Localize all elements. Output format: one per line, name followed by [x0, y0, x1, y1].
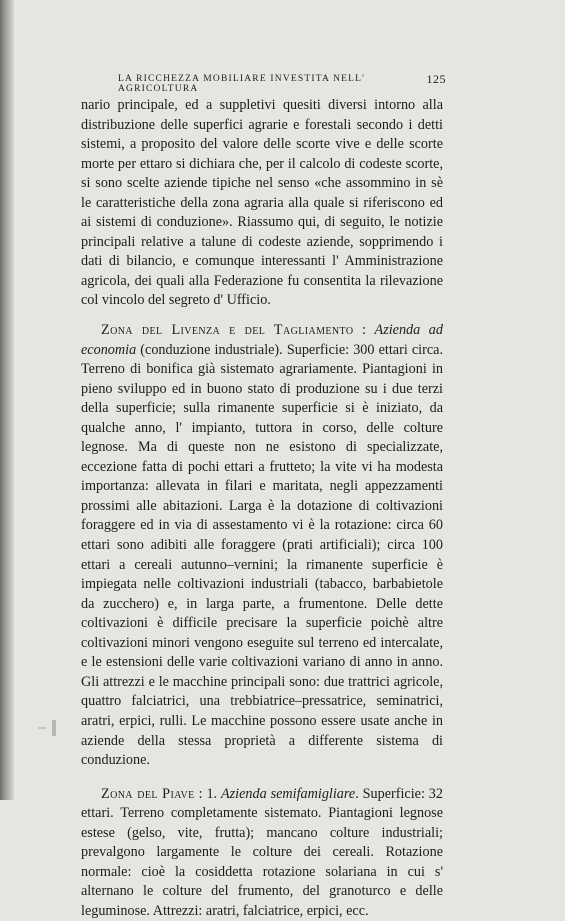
- running-header: [118, 72, 446, 94]
- body-text: [81, 96, 443, 921]
- section-subtitle-piave: Azienda semifamigliare: [220, 785, 356, 802]
- section-number-piave: 1.: [206, 785, 218, 802]
- margin-mark: [52, 720, 56, 736]
- page-binding-edge: [0, 0, 14, 800]
- section-body-piave: . Superficie: 32 ettari. Terreno completamente sistemato. Piantagioni legnose estese (gelso, vite, frutta); mancano colture industriali; prevalgono largamente le colture dei cereali. Rotazione normale: cioè la cosiddetta rotazione solariana in cui s' alternano le colture del frumento, del granoturco e delle leguminose. Attrezzi: aratri, falciatrice, erpici, ecc.: [81, 785, 443, 919]
- section-heading-livenza: Zona del Livenza e del Tagliamento: [101, 322, 354, 339]
- section-subtitle-livenza: Azienda ad economia: [81, 322, 443, 358]
- section-livenza-paragraph: [81, 321, 443, 771]
- page-number: 125: [426, 72, 446, 86]
- intro-paragraph: nario principale, ed a suppletivi quesiti diversi intorno alla distribuzione delle superfici agrarie e forestali secondo i detti sistemi, a proposito del valore delle scorte vive e delle scorte morte per ettaro si dichiara che, per il calcolo di codeste scorte, si sono scelte aziende tipiche nel senso «che assommino in sè le caratteristiche della zona agraria alla quale si riferiscono ed ai sistemi di conduzione». Riassumo qui, di seguito, le notizie principali relative a talune di codeste aziende, sopprimendo i dati di bilancio, e comunque interessanti l' Amministrazione agricola, dei quali alla Federazione fu consentita la rilevazione col vincolo del segreto d' Ufficio.: [81, 97, 443, 309]
- heading-separator: :: [353, 322, 375, 339]
- running-title: LA RICCHEZZA MOBILIARE INVESTITA NELL' AGRICOLTURA: [118, 74, 366, 94]
- section-piave-paragraph: [81, 785, 443, 921]
- section-body-livenza: (conduzione industriale). Superficie: 300 ettari circa. Terreno di bonifica già sistemato agrariamente. Piantagioni in pieno sviluppo ed in buono stato di produzione su i due terzi della superficie; sulla rimanente superficie si è iniziato, da qualche anno, l' impianto, tuttora in corso, delle colture legnose. Ma di queste non ne esistono di specializzate, eccezione fatta di pochi ettari a frutteto; la vite vi ha modesta importanza: allevata in filari e maritata, negli appezzamenti prossimi alle abitazioni. Larga è la dotazione di coltivazioni foraggere ed in via di assestamento vi è la rotazione: circa 60 ettari sono adibiti alle foraggere (prati artificiali); circa 100 ettari a cereali autunno–vernini; la rimanente superficie è impiegata nelle coltivazioni industriali (tabacco, barbabietole da zucchero) e, in larga parte, a frumentone. Delle dette coltivazioni è difficile precisare la superficie poichè altre coltivazioni minori vengono eseguite sul terreno ed intercalate, e le estensioni delle varie coltivazioni variano di anno in anno. Gli attrezzi e le macchine principali sono: due trattrici agricole, quattro falciatrici, una trebbiatrice–pressatrice, seminatrici, aratri, erpici, rulli. Le macchine possono essere usate anche in aziende della stessa proprietà a differente sistema di conduzione.: [81, 341, 443, 769]
- section-heading-piave: Zona del Piave: [101, 785, 195, 802]
- heading-separator: :: [194, 785, 207, 802]
